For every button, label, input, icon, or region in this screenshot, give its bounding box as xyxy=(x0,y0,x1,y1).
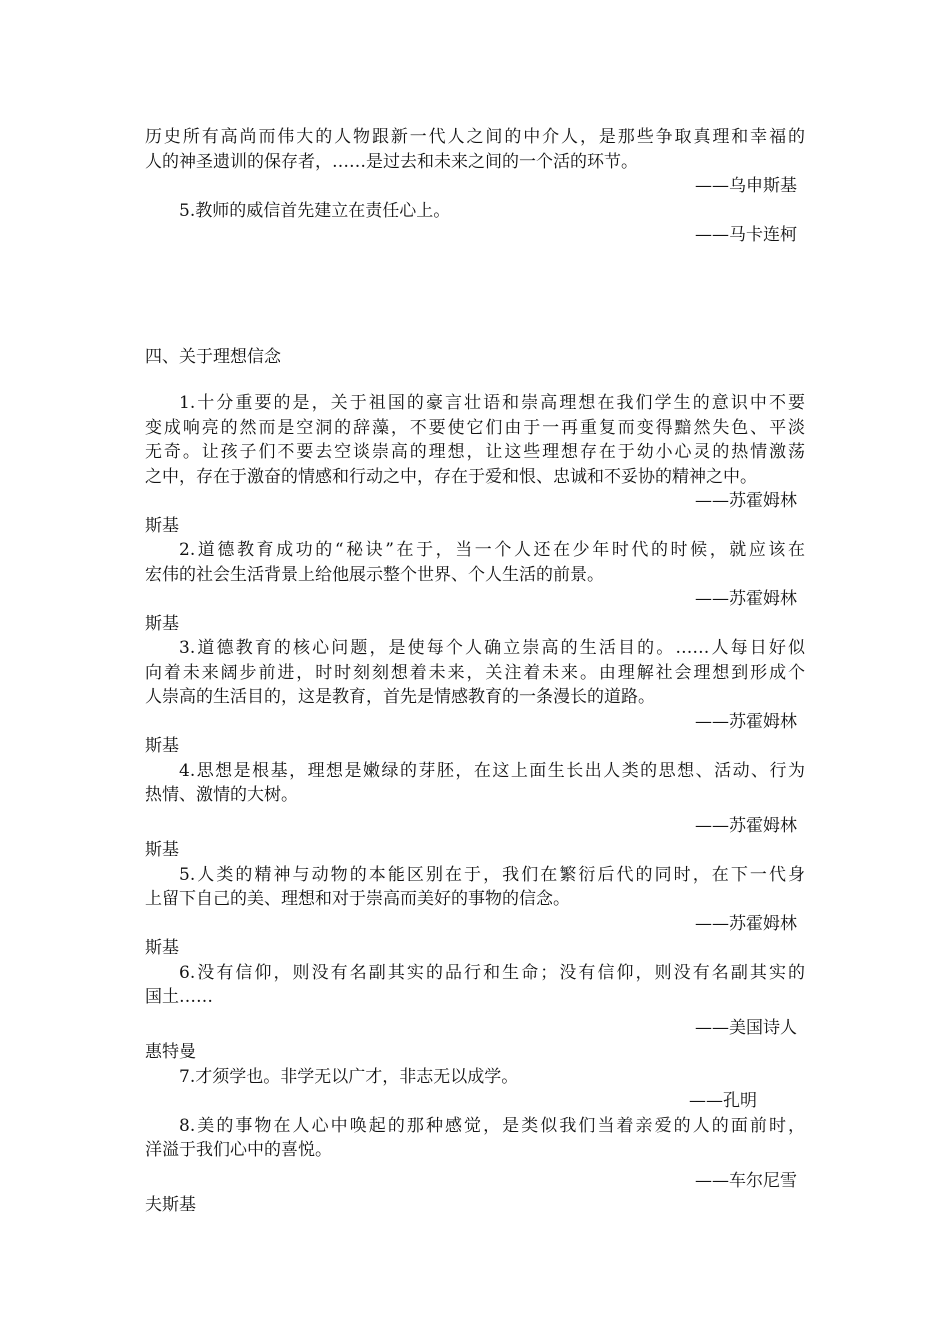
quote-line: 5.人类的精神与动物的本能区别在于，我们在繁衍后代的同时，在下一代身 xyxy=(179,864,805,885)
quote-line: 人的神圣遗训的保存者，……是过去和未来之间的一个活的环节。 xyxy=(145,151,638,172)
quote-attribution-cont: 斯基 xyxy=(145,840,179,860)
quote-line: 5.教师的威信首先建立在责任心上。 xyxy=(179,200,451,221)
quote-intro xyxy=(145,125,805,199)
quote-attribution-cont: 斯基 xyxy=(145,938,179,958)
quote-attribution-cont: 夫斯基 xyxy=(145,1195,196,1215)
quote-line: 7.才须学也。非学无以广才，非志无以成学。 xyxy=(179,1066,519,1087)
document-page xyxy=(145,125,805,1218)
quote-item xyxy=(145,391,805,538)
quote-line: 宏伟的社会生活背景上给他展示整个世界、个人生活的前景。 xyxy=(145,564,604,585)
quote-attribution: ——马卡连柯 xyxy=(695,225,797,245)
quote-item xyxy=(145,1114,805,1218)
quote-attribution-cont: 斯基 xyxy=(145,736,179,756)
section-heading: 四、关于理想信念 xyxy=(145,346,281,367)
quote-line: 热情、激情的大树。 xyxy=(145,785,298,805)
quote-item xyxy=(145,1065,805,1114)
quote-item xyxy=(145,538,805,636)
quote-item-prev-5 xyxy=(145,199,805,248)
quote-line: 2.道德教育成功的“秘诀”在于，当一个人还在少年时代的时候，就应该在 xyxy=(179,540,805,560)
quote-attribution-cont: 斯基 xyxy=(145,613,179,634)
quote-attribution: ——苏霍姆林 xyxy=(695,913,797,934)
quote-line: 人崇高的生活目的，这是教育，首先是情感教育的一条漫长的道路。 xyxy=(145,687,655,707)
quote-line: 上留下自己的美、理想和对于崇高而美好的事物的信念。 xyxy=(145,889,570,909)
quote-attribution: ——苏霍姆林 xyxy=(695,491,797,511)
quote-line: 无奇。让孩子们不要去空谈崇高的理想，让这些理想存在于幼小心灵的热情激荡 xyxy=(145,442,805,462)
quote-attribution: ——苏霍姆林 xyxy=(695,589,797,609)
quote-item xyxy=(145,863,805,961)
quote-line: 变成响亮的然而是空洞的辞藻，不要使它们由于一再重复而变得黯然失色、平淡 xyxy=(145,417,805,438)
quote-attribution: ——车尔尼雪 xyxy=(695,1170,797,1191)
quote-line: 4.思想是根基，理想是嫩绿的芽胚，在这上面生长出人类的思想、活动、行为 xyxy=(179,760,805,781)
quote-line: 国土…… xyxy=(145,987,213,1007)
quote-line: 3.道德教育的核心问题，是使每个人确立崇高的生活目的。……人每日好似 xyxy=(179,638,805,658)
quote-attribution: ——孔明 xyxy=(689,1091,757,1111)
quote-item xyxy=(145,636,805,759)
quote-attribution-cont: 惠特曼 xyxy=(145,1042,196,1062)
quote-line: 8.美的事物在人心中唤起的那种感觉，是类似我们当着亲爱的人的面前时， xyxy=(179,1115,805,1136)
quote-attribution: ——美国诗人 xyxy=(695,1017,797,1038)
quote-item xyxy=(145,961,805,1065)
quote-attribution: ——乌申斯基 xyxy=(695,176,797,196)
quote-attribution: ——苏霍姆林 xyxy=(695,711,797,732)
quote-line: 1.十分重要的是，关于祖国的豪言壮语和崇高理想在我们学生的意识中不要 xyxy=(179,393,805,413)
quote-attribution: ——苏霍姆林 xyxy=(695,815,797,836)
quote-line: 洋溢于我们心中的喜悦。 xyxy=(145,1140,332,1160)
quote-line: 之中，存在于激奋的情感和行动之中，存在于爱和恨、忠诚和不妥协的精神之中。 xyxy=(145,466,757,487)
quote-item xyxy=(145,759,805,863)
quote-line: 历史所有高尚而伟大的人物跟新一代人之间的中介人，是那些争取真理和幸福的 xyxy=(145,127,805,147)
quote-attribution-cont: 斯基 xyxy=(145,515,179,536)
quote-line: 向着未来阔步前进，时时刻刻想着未来，关注着未来。由理解社会理想到形成个 xyxy=(145,662,805,683)
quote-line: 6.没有信仰，则没有名副其实的品行和生命；没有信仰，则没有名副其实的 xyxy=(179,962,805,983)
